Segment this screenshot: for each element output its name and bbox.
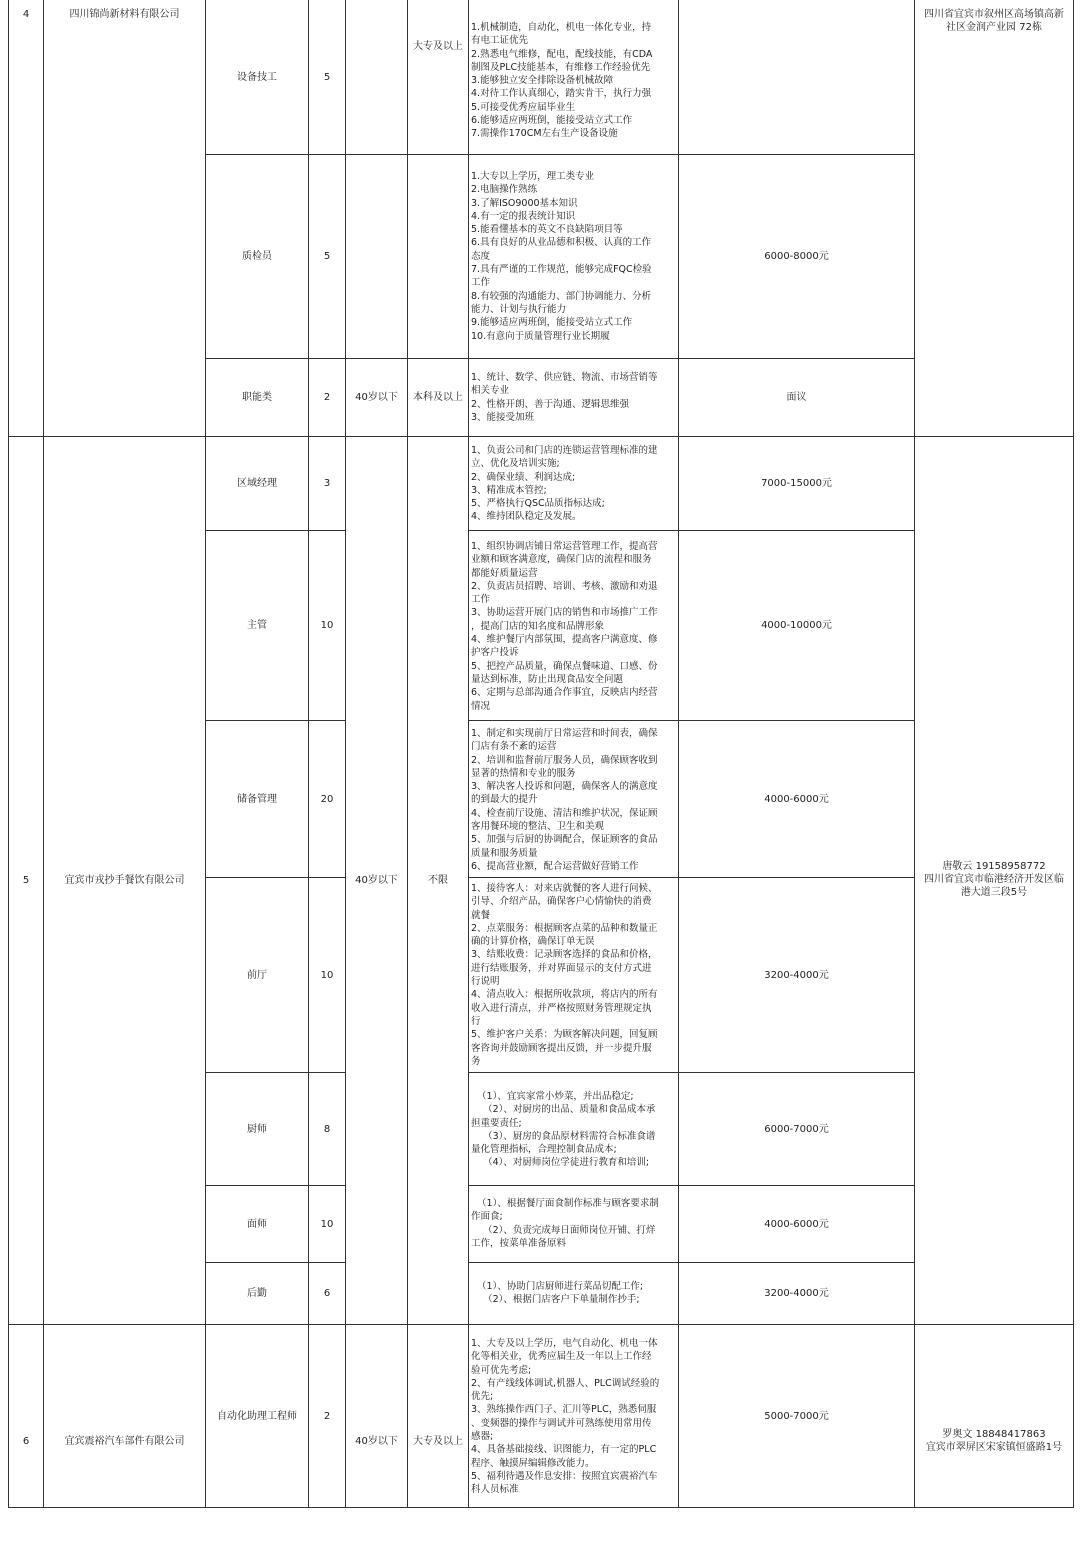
position-count: 10 bbox=[320, 969, 334, 981]
position-count: 10 bbox=[320, 620, 334, 631]
company-name: 宜宾震裕汽车部件有限公司 bbox=[64, 1436, 185, 1447]
salary: 面议 bbox=[786, 392, 807, 403]
job-requirements: 1.大专以上学历，理工类专业 2.电脑操作熟练 3.了解ISO9000基本知识 4.有一定的报表统计知识 5.能看懂基本的英文不良缺陷项目等 6.具有良好的从业品德和积极、认真的工作 态度 7.具有严谨的工作规范，能够完成FQC检验 工作 8.有较强的沟通能力、部门协调能力、分析 能力、计划与执行能力 9.能够适应两班倒，能接受站立式工作 10.有意向于质量管理行业长期履 bbox=[471, 171, 652, 342]
position-count: 2 bbox=[323, 392, 331, 403]
company-index: 6 bbox=[22, 1436, 30, 1447]
salary: 5000-7000元 bbox=[764, 1410, 829, 1422]
position-count: 6 bbox=[323, 1288, 331, 1299]
position-title: 主管 bbox=[247, 620, 267, 631]
salary: 4000-6000元 bbox=[764, 1218, 829, 1230]
salary: 4000-10000元 bbox=[761, 620, 832, 631]
salary: 6000-7000元 bbox=[764, 1123, 829, 1135]
job-requirements: 1、负责公司和门店的连锁运营管理标准的建 立、优化及培训实施; 2、确保业绩、利润达成; 3、精准成本管控; 5、严格执行QSC品质指标达成; 4、维持团队稳定及发展。 bbox=[471, 445, 658, 523]
age-requirement: 40岁以下 bbox=[355, 1436, 398, 1447]
job-requirements: 1、组织协调店铺日常运营管理工作，提高营 业额和顾客满意度，确保门店的流程和服务 都能好质量运营 2、负责店员招聘、培训、考核、激励和劝退 工作 3、协助运营开展门店的销售和市场推广工作 ，提高门店的知名度和品牌形象 4、维护餐厅内部氛围，提高客户满意度、修 护客户投诉 5、把控产品质量，确保点餐味道、口感、份 量达到标准，防止出现食品安全问题 6、定期与总部沟通合作事宜，反映店内经营 情况 bbox=[471, 541, 658, 712]
salary: 4000-6000元 bbox=[764, 793, 829, 805]
position-count: 5 bbox=[323, 71, 331, 83]
position-title: 面师 bbox=[247, 1218, 267, 1230]
position-title: 自动化助理工程师 bbox=[217, 1410, 297, 1422]
position-title: 区域经理 bbox=[237, 478, 277, 489]
position-title: 储备管理 bbox=[237, 793, 277, 805]
job-requirements: （1）、宜宾家常小炒菜，并出品稳定; （2）、对厨房的出品、质量和食品成本承 担重要责任; （3）、厨房的食品原材料需符合标准食谱 量化管理指标，合理控制食品成本; （4）、对厨师岗位学徒进行教育和培训; bbox=[471, 1091, 656, 1169]
position-count: 8 bbox=[323, 1123, 331, 1135]
position-title: 厨师 bbox=[247, 1123, 267, 1135]
company-contact: 四川省宜宾市叙州区高场镇高新 社区金润产业园 72栋 bbox=[924, 9, 1064, 33]
company-name: 宜宾市戎抄手餐饮有限公司 bbox=[64, 875, 185, 886]
education-requirement: 大专及以上 bbox=[413, 40, 463, 52]
grid-line bbox=[468, 0, 469, 1508]
grid-line bbox=[914, 0, 915, 1508]
salary: 6000-8000元 bbox=[764, 251, 829, 262]
company-contact: 唐敬云 19158958772 四川省宜宾市临港经济开发区临 港大道三段5号 bbox=[924, 861, 1064, 898]
position-count: 20 bbox=[320, 793, 334, 805]
position-count: 5 bbox=[323, 251, 331, 262]
company-contact: 罗奥文 18848417863 宜宾市翠屏区宋家镇恒盛路1号 bbox=[925, 1429, 1063, 1453]
education-requirement: 大专及以上 bbox=[413, 1436, 463, 1447]
position-title: 职能类 bbox=[242, 392, 272, 403]
job-requirements: 1、接待客人：对来店就餐的客人进行问候、 引导、介绍产品，确保客户心情愉快的消费 就餐 2、点菜服务：根据顾客点菜的品种和数量正 确的计算价格，确保订单无误 3、结账收费：记录顾客选择的食品和价格， 进行结账服务，并对界面显示的支付方式进 行说明 4、清点收入：根据所收款项，将店内的所有 收入进行清点，并严格按照财务管理规定执 行 5、维护客户关系：为顾客解决问题，回复顾 客咨询并鼓励顾客提出反馈，并一步提升服 务 bbox=[471, 883, 658, 1067]
grid-line bbox=[1073, 0, 1074, 1508]
job-requirements: 1、统计、数学、供应链、物流、市场营销等 相关专业 2、性格开朗、善于沟通、逻辑思维强 3、能接受加班 bbox=[471, 372, 658, 423]
position-count: 3 bbox=[323, 478, 331, 489]
position-title: 后勤 bbox=[247, 1288, 267, 1299]
position-count: 10 bbox=[320, 1218, 334, 1230]
position-title: 前厅 bbox=[247, 969, 267, 981]
company-index: 4 bbox=[22, 9, 30, 20]
company-index: 5 bbox=[22, 875, 30, 886]
job-requirements: （1）、协助门店厨师进行菜品切配工作; （2）、根据门店客户下单量制作抄手; bbox=[477, 1281, 644, 1306]
position-count: 2 bbox=[323, 1410, 331, 1422]
job-requirements: 1.机械制造，自动化，机电一体化专业，持 有电工证优先 2.熟悉电气维修，配电，配线技能，有CDA 制图及PLC技能基本，有维修工作经验优先 3.能够独立安全排除设备机械故障 4.对待工作认真细心，踏实肯干，执行力强 5.可接受优秀应届毕业生 6.能够适应两班倒，能接受站立式工作 7.需操作170CM左右生产设备设施 bbox=[471, 22, 653, 140]
job-requirements: （1）、根据餐厅面食制作标准与顾客要求制 作面食; （2）、负责完成每日面师岗位开铺、打烊 工作，按菜单准备原料 bbox=[471, 1198, 659, 1249]
salary: 3200-4000元 bbox=[764, 1288, 829, 1299]
job-requirements: 1、制定和实现前厅日常运营和时间表，确保 门店有条不紊的运营 2、培训和监督前厅服务人员，确保顾客收到 显著的热情和专业的服务 3、解决客人投诉和问题，确保客人的满意度 的到最大的提升 4、检查前厅设施、清洁和维护状况，保证顾 客用餐环境的整洁、卫生和美观 5、加强与后厨的协调配合，保证顾客的食品 质量和服务质量 6、提高营业额，配合运营做好营销工作 bbox=[471, 728, 658, 872]
salary: 3200-4000元 bbox=[764, 969, 829, 981]
position-title: 设备技工 bbox=[237, 71, 277, 83]
position-title: 质检员 bbox=[242, 251, 272, 262]
education-requirement: 不限 bbox=[428, 875, 448, 886]
education-requirement: 本科及以上 bbox=[413, 392, 463, 403]
age-requirement: 40岁以下 bbox=[355, 875, 398, 886]
salary: 7000-15000元 bbox=[761, 478, 832, 489]
company-name: 四川锦尚新材料有限公司 bbox=[69, 9, 180, 20]
age-requirement: 40岁以下 bbox=[355, 392, 398, 403]
job-requirements: 1、大专及以上学历，电气自动化、机电一体 化等相关业，优秀应届生及一年以上工作经 验可优先考虑; 2、有产线线体调试,机器人、PLC调试经验的 优先; 3、熟练操作西门子、汇川等PLC，熟悉伺服 、变频器的操作与调试并可熟练使用常用传 感器; 4、具备基础接线、识图能力，有一定的PLC 程序、触摸屏编辑修改能力。 5、福利待遇及作息安排：按照宜宾震裕汽车 科人员标准 bbox=[471, 1338, 660, 1496]
